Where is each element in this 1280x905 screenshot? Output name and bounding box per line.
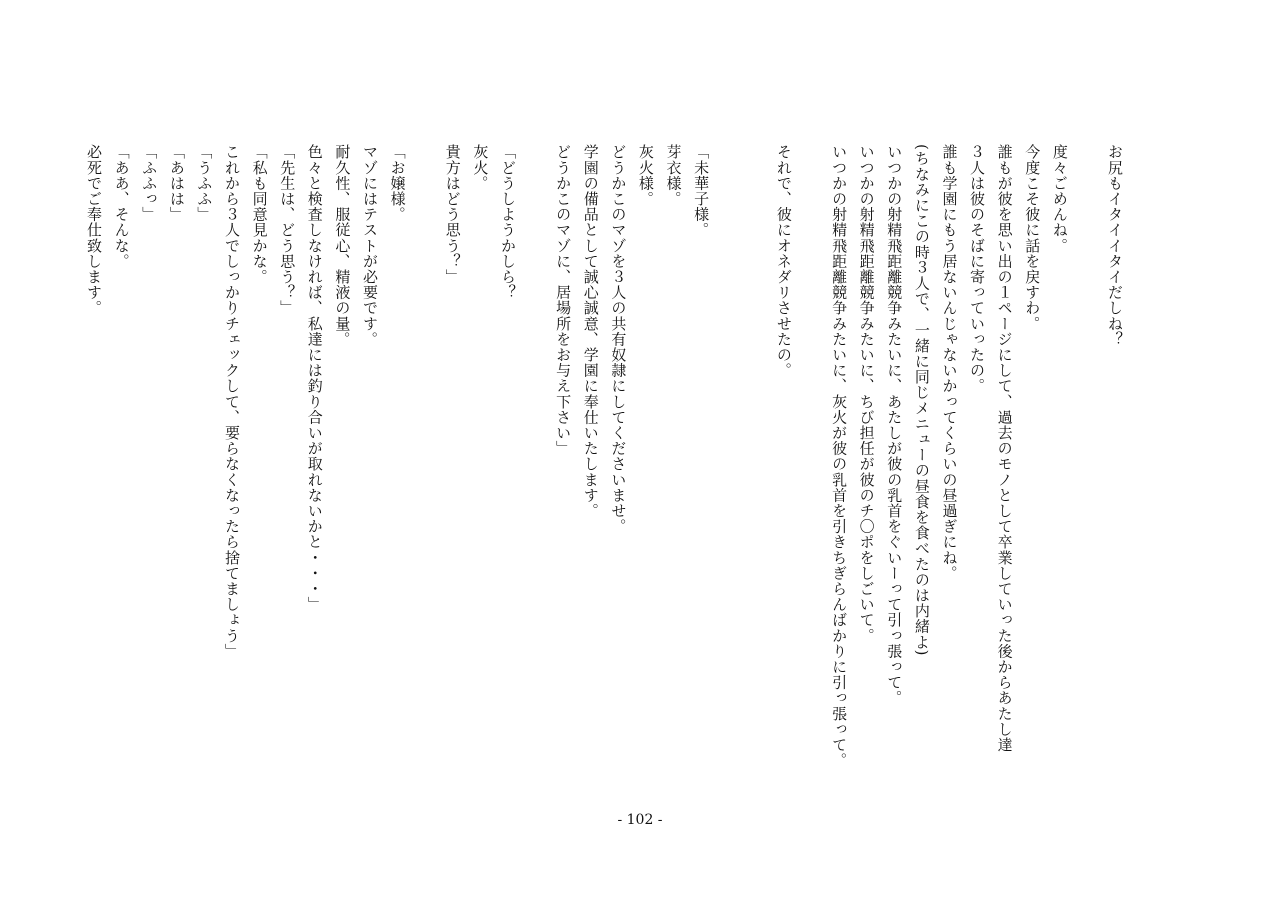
text-line: 芽衣様。 <box>664 144 683 207</box>
text-line: 今度こそ彼に話を戻すわ。 <box>1023 144 1042 332</box>
text-line: 「ふふっ」 <box>140 144 159 222</box>
text-line: 「うふふ」 <box>195 144 214 222</box>
text-line: どうかこのマゾを３人の共有奴隷にしてくださいませ。 <box>609 144 628 534</box>
text-line: (ちなみにこの時３人で、一緒に同じメニューの昼食を食べたのは内緒よ) <box>912 144 931 657</box>
blank-line <box>714 144 742 784</box>
blank-line <box>411 144 439 784</box>
text-line: 灰火。 <box>471 144 490 191</box>
text-line: いつかの射精飛距離競争みたいに、あたしが彼の乳首をぐいーって引っ張って。 <box>885 144 904 706</box>
blank-line <box>742 144 770 784</box>
text-line: ３人は彼のそばに寄っていったの。 <box>968 144 987 394</box>
text-line: 「未華子様。 <box>692 144 711 238</box>
text-line: これから３人でしっかりチェックして、要らなくなったら捨てましょう」 <box>223 144 241 659</box>
text-line: いつかの射精飛距離競争みたいに、灰火が彼の乳首を引きちぎらんばかりに引っ張って。 <box>830 144 849 768</box>
text-line: 「あはは」 <box>167 144 186 222</box>
blank-line <box>797 144 825 784</box>
text-line: マゾにはテストが必要です。 <box>360 144 379 347</box>
text-line: 貴方はどう思う？」 <box>443 144 462 285</box>
text-line: いつかの射精飛距離競争みたいに、ちび担任が彼のチ〇ポをしごいて。 <box>857 144 876 644</box>
text-line: 度々ごめんね。 <box>1050 144 1069 254</box>
text-line: それで、彼にオネダリさせたの。 <box>774 144 793 378</box>
text-line: 必死でご奉仕致します。 <box>85 144 104 316</box>
text-line: 灰火様。 <box>636 144 655 207</box>
text-line: お尻もイタイイタイだしね？ <box>1106 144 1124 347</box>
blank-line <box>1073 144 1101 784</box>
page-number: - 102 - <box>617 812 663 828</box>
text-line: 学園の備品として誠心誠意、学園に奉仕いたします。 <box>581 144 600 519</box>
text-line: 誰も学園にもう居ないんじゃないかってくらいの昼過ぎにね。 <box>940 144 959 581</box>
text-line: 誰もが彼を思い出の１ページにして、過去のモノとして卒業していった後からあたし達 <box>995 144 1014 753</box>
blank-line <box>521 144 549 784</box>
text-line: どうかこのマゾに、居場所をお与え下さい」 <box>554 144 573 456</box>
text-line: 色々と検査しなければ、私達には釣り合いが取れないかと・・・」 <box>305 144 324 612</box>
text-line: 耐久性、服従心、精液の量。 <box>333 144 352 347</box>
text-line: 「私も同意見かな。 <box>250 144 269 285</box>
text-line: 「ああ、そんな。 <box>112 144 131 269</box>
text-line: 「先生は、どう思う？」 <box>278 144 297 316</box>
vertical-text-body <box>79 144 1128 784</box>
text-line: 「どうしようかしら？ <box>498 144 517 300</box>
text-line: 「お嬢様。 <box>388 144 407 222</box>
